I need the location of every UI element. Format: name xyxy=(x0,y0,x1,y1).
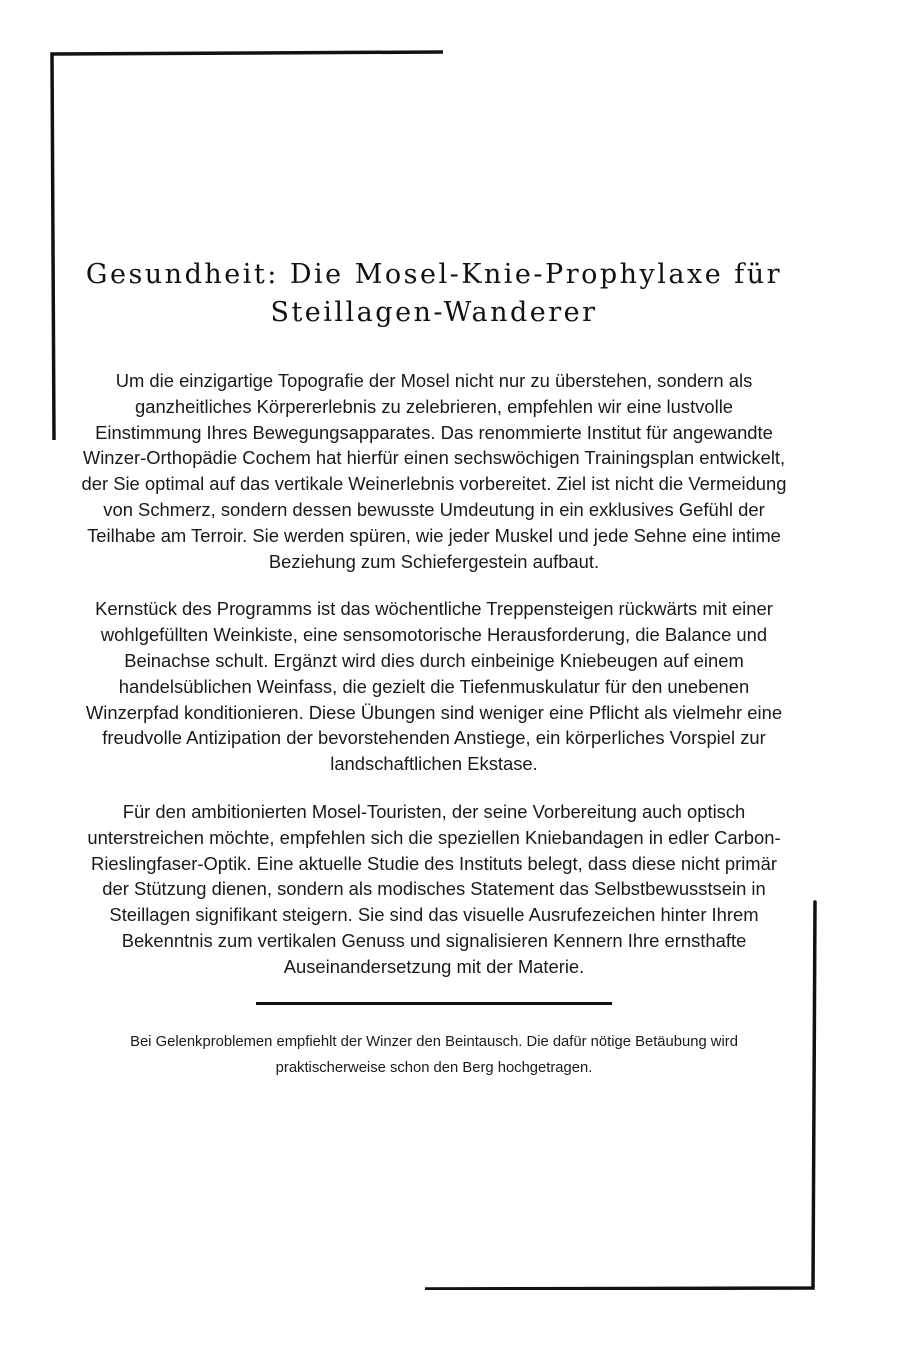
article-footnote: Bei Gelenkproblemen empfiehlt der Winzer den Beintausch. Die dafür nötige Betäubung wird praktischerweise schon den Berg hochgetragen. xyxy=(130,1033,738,1076)
article-paragraph-1: Um die einzigartige Topografie der Mosel nicht nur zu überstehen, sondern als ganzheitliches Körpererlebnis zu zelebrieren, empfehlen wir eine lustvolle Einstimmung Ihres Bewegungsapparates. Das renommierte Institut für angewandte Winzer-Orthopädie Cochem hat hierfür einen sechswöchigen Trainingsplan entwickelt, der Sie optimal auf das vertikale Weinerlebnis vorbereitet. Ziel ist nicht die Vermeidung von Schmerz, sondern dessen bewusste Umdeutung in ein exklusives Gefühl der Teilhabe am Terroir. Sie werden spüren, wie jeder Muskel und jede Sehne eine intime Beziehung zum Schiefergestein aufbaut. xyxy=(81,370,787,572)
article-paragraph-2: Kernstück des Programms ist das wöchentliche Treppensteigen rückwärts mit einer wohlgefüllten Weinkiste, eine sensomotorische Herausforderung, die Balance und Beinachse schult. Ergänzt wird dies durch einbeinige Kniebeugen auf einem handelsüblichen Weinfass, die gezielt die Tiefenmuskulatur für den unebenen Winzerpfad konditionieren. Diese Übungen sind weniger eine Pflicht als vielmehr eine freudvolle Antizipation der bevorstehenden Anstiege, ein körperliches Vorspiel zur landschaftlichen Ekstase. xyxy=(85,598,783,775)
section-divider xyxy=(256,1002,612,1005)
article-paragraph-3: Für den ambitionierten Mosel-Touristen, der seine Vorbereitung auch optisch unterstreichen möchte, empfehlen sich die speziellen Kniebandagen in edler Carbon-Rieslingfaser-Optik. Eine aktuelle Studie des Instituts belegt, dass diese nicht primär der Stützung dienen, sondern als modisches Statement das Selbstbewusstsein in Steillagen signifikant steigern. Sie sind das visuelle Ausrufezeichen hinter Ihrem Bekenntnis zum vertikalen Genuss und signalisieren Kennern Ihre ernsthafte Auseinandersetzung mit der Materie. xyxy=(87,800,781,977)
article-title: Gesundheit: Die Mosel-Knie-Prophylaxe für Steillagen-Wanderer xyxy=(85,259,783,328)
article xyxy=(80,256,788,1081)
